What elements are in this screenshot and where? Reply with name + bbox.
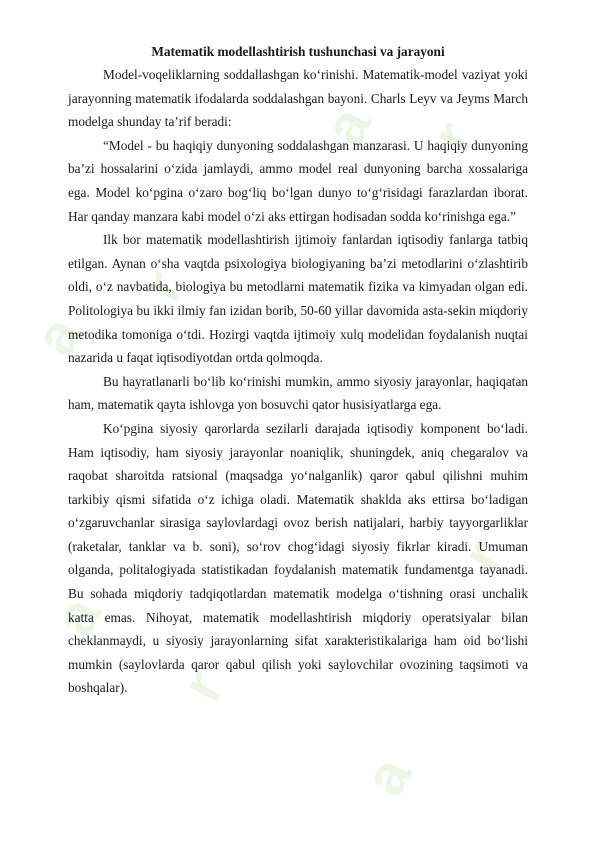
watermark: a (41, 581, 117, 646)
watermark: a (311, 91, 387, 156)
paragraph: Ilk bor matematik modellashtirish ijtimoiy fanlardan iqtisodiy fanlarga tatbiq etilgan. Aynan o‘sha vaqtda psixologiya biologiyaning ba’zi metodlarini o‘zlashtirib oldi, o‘z navbatida, biologiya bu metodlarni matematik fizika va kimyadan olgan edi. Politologiya bu ikki ilmiy fan izidan borib, 50-60 yillar davomida asta-sekin miqdoriy metodika tomoniga o‘tdi. Hozirgi vaqtda ijtimoiy xulq modelidan foydalanish nuqtai nazarida u faqat iqtisodiyotdan ortda qolmoqda. (68, 232, 528, 366)
watermark: r (448, 525, 520, 582)
paragraph: Model-voqeliklarning soddallashgan ko‘rinishi. Matematik-model vaziyat yoki jarayonning matematik ifodalarda soddalashgan bayoni. Charls Leyv va Jeyms March modelga shunday ta’rif beradi: (68, 67, 528, 130)
page-title: Matematik modellashtirish tushunchasi va jarayoni (151, 44, 445, 59)
watermark: r (128, 255, 200, 312)
watermark: a (21, 301, 97, 366)
paragraph: “Model - bu haqiqiy dunyoning soddalashgan manzarasi. U haqiqiy dunyoning ba’zi hossalarini o‘zida jamlaydi, ammo model real dunyoning barcha xossalariga ega. Model ko‘pgina o‘zaro bog‘liq bo‘lgan dunyo to‘g‘risidagi farazlardan iborat. Har qanday manzara kabi model o‘zi aks ettirgan hodisadan sodda ko‘rinishga ega.” (68, 137, 528, 224)
paragraph: Ko‘pgina siyosiy qarorlarda sezilarli darajada iqtisodiy komponent bo‘ladi. Ham iqtisodiy, ham siyosiy jarayonlar noaniqlik, shuningdek, aniq chegaralov va raqobat sharoitda ratsional (maqsadga yo‘nalganlik) qaror qabul qilishni muhim tarkibiy qismi sifatida o‘z ichiga oladi. Matematik shaklda aks ettirsa bo‘ladigan o‘zgaruvchanlar sirasiga saylovlardagi ovoz berish natijalari, harbiy tayyorgarliklar (raketalar, tanklar va b. soni), so‘rov chog‘idagi siyosiy fikrlar kiradi. Umuman olganda, politalogiyada statistikadan foydalanish matematik fundamentga tayanadi. Bu sohada miqdoriy tadqiqotlardan matematik modelga o‘tishning orasi unchalik katta emas. Nihoyat, matematik modellashtirish miqdoriy operatsiyalar bilan cheklanmaydi, u siyosiy jarayonlarning sifat xarakteristikalariga ham oid bo‘lishi mumkin (saylovlarda qaror qabul qilish yoki saylovchilar ovozining taqsimoti va boshqalar). (68, 420, 528, 696)
watermark: r (418, 105, 490, 162)
paragraph: Bu hayratlanarli bo‘lib ko‘rinishi mumkin, ammo siyosiy jarayonlar, haqiqatan ham, matematik qayta ishlovga yon bosuvchi qator husisiyatlarga ega. (68, 373, 528, 413)
watermark: a (351, 741, 427, 806)
watermark: r (168, 655, 240, 712)
